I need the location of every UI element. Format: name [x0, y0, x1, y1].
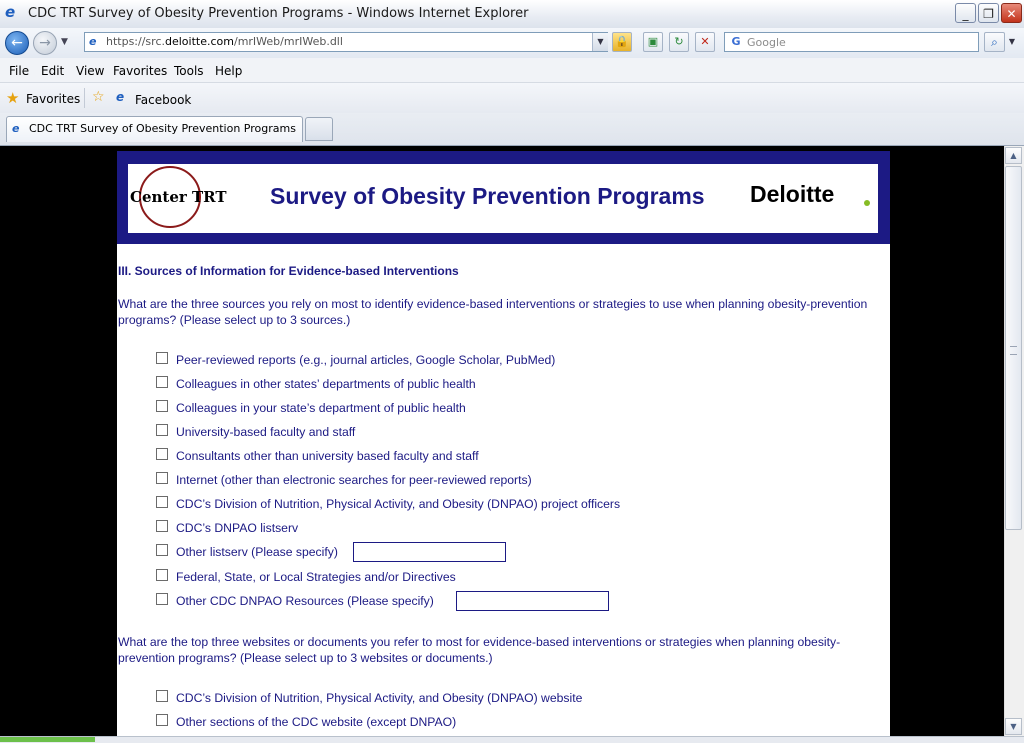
tab-label[interactable]: CDC TRT Survey of Obesity Prevention Programs	[29, 122, 296, 135]
option-checkbox-dnpao-listserv[interactable]	[156, 520, 168, 532]
back-button[interactable]	[5, 31, 29, 55]
option-checkbox-colleagues-your-state[interactable]	[156, 400, 168, 412]
option-label-university-faculty[interactable]: University-based faculty and staff	[176, 425, 356, 439]
chevron-down-icon: ▼	[61, 37, 68, 47]
window-title-bar	[0, 0, 1024, 29]
compatibility-icon: ▣	[647, 35, 659, 48]
option-label-colleagues-your-state[interactable]: Colleagues in your state’s department of public health	[176, 401, 466, 415]
section-heading: III. Sources of Information for Evidence-based Interventions	[118, 264, 459, 278]
option-checkbox-dnpao-officers[interactable]	[156, 496, 168, 508]
option-label-internet[interactable]: Internet (other than electronic searches for peer-reviewed reports)	[176, 473, 532, 487]
question-1: What are the three sources you rely on most to identify evidence-based interventions or strategies to use when planning obesity-prevention programs? (Please select up to 3 sources.)	[118, 297, 868, 327]
option-checkbox-peer-reviewed[interactable]	[156, 352, 168, 364]
menu-view[interactable]: View	[76, 64, 105, 78]
option-label-dnpao-website[interactable]: CDC’s Division of Nutrition, Physical Activity, and Obesity (DNPAO) website	[176, 691, 583, 705]
chevron-up-icon: ▲	[1010, 151, 1017, 160]
option-checkbox-other-cdc-website[interactable]	[156, 714, 168, 726]
option-checkbox-dnpao-website[interactable]	[156, 690, 168, 702]
new-tab-button[interactable]	[305, 117, 333, 141]
refresh-icon: ↻	[674, 35, 684, 48]
option-label-other-dnpao-resources[interactable]: Other CDC DNPAO Resources (Please specify)	[176, 594, 434, 608]
option-label-peer-reviewed[interactable]: Peer-reviewed reports (e.g., journal articles, Google Scholar, PubMed)	[176, 353, 556, 367]
option-checkbox-consultants[interactable]	[156, 448, 168, 460]
google-icon: G	[731, 35, 741, 48]
option-checkbox-other-dnpao-resources[interactable]	[156, 593, 168, 605]
search-icon: ⌕	[991, 35, 998, 49]
option-checkbox-strategies-directives[interactable]	[156, 569, 168, 581]
status-progress	[0, 737, 95, 742]
search-placeholder: Google	[747, 36, 786, 49]
option-label-dnpao-listserv[interactable]: CDC’s DNPAO listserv	[176, 521, 299, 535]
scroll-down-button[interactable]	[1005, 718, 1022, 735]
deloitte-logo: Deloitte	[750, 181, 835, 207]
back-arrow-icon: ←	[11, 35, 23, 51]
other-dnpao-resources-specify-input[interactable]	[456, 591, 609, 611]
page-ie-icon: e	[12, 122, 20, 135]
window-title: CDC TRT Survey of Obesity Prevention Programs - Windows Internet Explorer	[28, 6, 529, 21]
menu-file[interactable]: File	[9, 64, 30, 78]
option-label-strategies-directives[interactable]: Federal, State, or Local Strategies and/or Directives	[176, 570, 456, 584]
deloitte-logo-dot	[864, 200, 870, 206]
chevron-down-icon: ▼	[1008, 37, 1016, 46]
search-button[interactable]	[984, 32, 1005, 52]
maximize-button[interactable]: ❐	[978, 3, 999, 23]
chevron-down-icon: ▼	[1010, 722, 1017, 731]
other-listserv-specify-input[interactable]	[353, 542, 506, 562]
menu-favorites[interactable]: Favorites	[113, 64, 168, 78]
menu-tools[interactable]: Tools	[174, 64, 204, 78]
forward-arrow-icon: →	[39, 35, 51, 51]
favorites-star-icon[interactable]: ★	[6, 89, 20, 107]
option-checkbox-colleagues-other-states[interactable]	[156, 376, 168, 388]
option-checkbox-university-faculty[interactable]	[156, 424, 168, 436]
address-url[interactable]: https://src.deloitte.com/mrIWeb/mrIWeb.dll	[106, 35, 343, 48]
stop-button[interactable]	[695, 32, 715, 52]
option-label-other-cdc-website[interactable]: Other sections of the CDC website (except DNPAO)	[176, 715, 457, 729]
option-checkbox-internet[interactable]	[156, 472, 168, 484]
favorite-link-facebook[interactable]: Facebook	[135, 93, 192, 107]
search-options-dropdown[interactable]	[1006, 32, 1018, 52]
compatibility-view-button[interactable]	[643, 32, 663, 52]
chevron-down-icon: ▼	[597, 37, 604, 46]
minimize-button[interactable]: _	[955, 3, 976, 23]
option-label-consultants[interactable]: Consultants other than university based faculty and staff	[176, 449, 479, 463]
page-ie-icon: e	[116, 90, 125, 104]
menu-edit[interactable]: Edit	[41, 64, 65, 78]
option-label-colleagues-other-states[interactable]: Colleagues in other states’ departments of public health	[176, 377, 476, 391]
close-button[interactable]: ✕	[1001, 3, 1022, 23]
question-2: What are the top three websites or documents you refer to most for evidence-based interventions or strategies when planning obesity-prevention programs? (Please select up to 3 websites or documents.)	[118, 635, 841, 665]
option-label-dnpao-officers[interactable]: CDC’s Division of Nutrition, Physical Activity, and Obesity (DNPAO) project officers	[176, 497, 621, 511]
favorites-button[interactable]: Favorites	[26, 92, 81, 106]
lock-icon: 🔒	[615, 35, 629, 48]
recent-pages-dropdown[interactable]	[61, 37, 68, 47]
menu-help[interactable]: Help	[215, 64, 243, 78]
option-label-other-listserv[interactable]: Other listserv (Please specify)	[176, 545, 338, 559]
favorites-divider	[84, 88, 85, 108]
scroll-up-button[interactable]	[1005, 147, 1022, 164]
scroll-grip-icon	[1010, 346, 1017, 355]
ie-logo-icon: e	[5, 3, 16, 21]
address-dropdown-button[interactable]	[592, 33, 608, 51]
page-ie-icon: e	[89, 35, 97, 48]
survey-title: Survey of Obesity Prevention Programs	[270, 183, 705, 209]
forward-button[interactable]	[33, 31, 57, 55]
add-favorite-icon[interactable]: ☆	[92, 89, 105, 105]
refresh-button[interactable]	[669, 32, 689, 52]
center-trt-logo: Center TRT	[130, 188, 227, 206]
option-checkbox-other-listserv[interactable]	[156, 544, 168, 556]
stop-icon: ✕	[700, 35, 710, 48]
security-lock-button[interactable]	[612, 32, 632, 52]
